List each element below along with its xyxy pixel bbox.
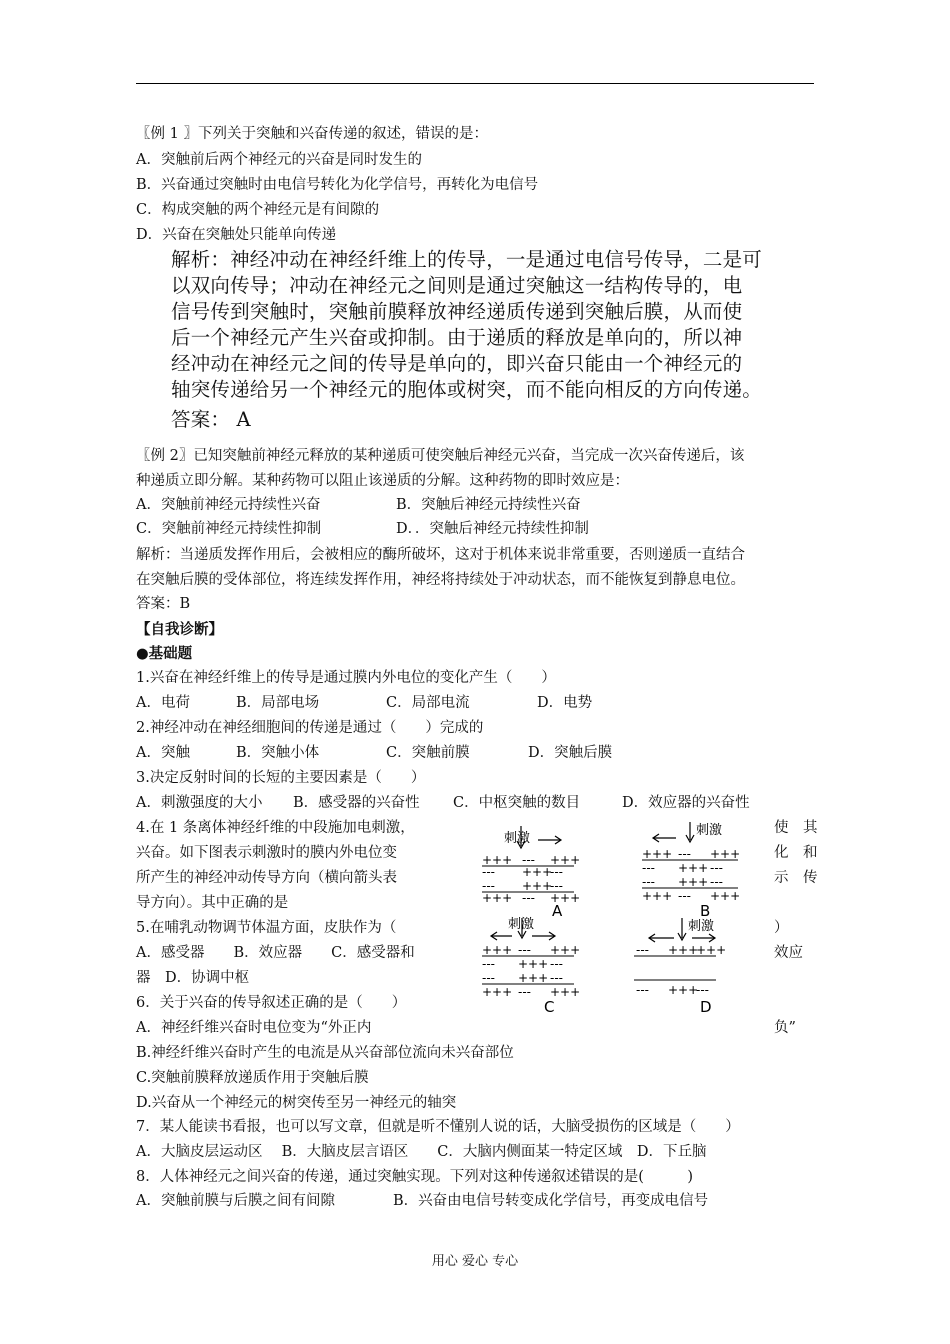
- panel-b: [642, 822, 740, 920]
- q8-stem: 8．人体神经元之间兴奋的传递，通过突触实现。下列对这种传递叙述错误的是( ): [136, 1169, 694, 1185]
- example1-analysis-line: 解析：神经冲动在神经纤维上的传导，一是通过电信号传导，二是可: [171, 248, 763, 271]
- svg-text:---: ---: [696, 983, 709, 997]
- q8-options: A．突触前膜与后膜之间有间隙 B．兴奋由电信号转变成化学信号，再变成电信号: [136, 1193, 709, 1209]
- subsection-title: ●基础题: [136, 645, 193, 662]
- panel-label: D: [700, 998, 712, 1016]
- svg-text:+++: +++: [482, 943, 513, 957]
- svg-text:---: ---: [550, 879, 563, 893]
- q4-line: 兴奋。如下图表示刺激时的膜内外电位变: [136, 845, 397, 861]
- svg-text:---: ---: [636, 943, 649, 957]
- svg-text:---: ---: [550, 957, 563, 971]
- example1-analysis-line: 信号传到突触时，突触前膜释放神经递质传递到突触后膜，从而使: [171, 300, 743, 323]
- q1-option-d: D．电势: [537, 695, 593, 711]
- svg-text:---: ---: [482, 971, 495, 985]
- svg-text:+++: +++: [668, 983, 699, 997]
- svg-text:+++: +++: [518, 957, 549, 971]
- example1-analysis-line: 轴突传递给另一个神经元的胞体或树突，而不能向相反的方向传递。: [171, 378, 763, 401]
- section-title: 【自我诊断】: [136, 621, 223, 638]
- svg-text:+++: +++: [482, 985, 513, 999]
- example1-question: 〖例 1 〗下列关于突触和兴奋传递的叙述，错误的是：: [136, 126, 488, 142]
- svg-text:---: ---: [482, 879, 495, 893]
- svg-text:+++: +++: [482, 853, 513, 867]
- q3-stem: 3.决定反射时间的长短的主要因素是（ ）: [136, 770, 426, 786]
- example2-analysis-line: 在突触后膜的受体部位，将连续发挥作用，神经将持续处于冲动状态，而不能恢复到静息电位。: [136, 572, 745, 588]
- svg-text:+++: +++: [668, 943, 699, 957]
- panel-a: [482, 826, 580, 920]
- q6-option-c: C.突触前膜释放递质作用于突触后膜: [136, 1070, 369, 1086]
- q4-right-fragment: 使 其: [774, 820, 818, 836]
- membrane-figure: [478, 818, 758, 1018]
- panel-label: B: [700, 902, 711, 920]
- svg-text:+++: +++: [550, 853, 581, 867]
- svg-text:---: ---: [550, 971, 563, 985]
- q1-stem: 1.兴奋在神经纤维上的传导是通过膜内外电位的变化产生（ ）: [136, 670, 556, 686]
- q5-options: A．感受器 B．效应器 C．感受器和: [136, 945, 415, 961]
- q1-option-c: C．局部电流: [386, 695, 470, 711]
- svg-text:---: ---: [482, 957, 495, 971]
- svg-text:---: ---: [710, 875, 723, 889]
- svg-text:---: ---: [636, 983, 649, 997]
- svg-text:+++: +++: [482, 891, 513, 905]
- svg-text:+++: +++: [550, 943, 581, 957]
- panel-label: A: [552, 902, 563, 920]
- svg-text:+++: +++: [710, 889, 741, 903]
- svg-text:---: ---: [550, 865, 563, 879]
- example1-option-c: C．构成突触的两个神经元是有间隙的: [136, 202, 380, 218]
- svg-text:+++: +++: [522, 879, 553, 893]
- q4-right-fragment: 化 和: [774, 845, 818, 861]
- svg-text:---: ---: [678, 889, 691, 903]
- example2-question-line: 〖例 2〗已知突触前神经元释放的某种递质可使突触后神经元兴奋，当完成一次兴奋传递后，该: [136, 448, 745, 464]
- svg-text:---: ---: [482, 865, 495, 879]
- q4-line: 导方向）。其中正确的是: [136, 895, 289, 911]
- q7-options: A．大脑皮层运动区 B．大脑皮层言语区 C．大脑内侧面某一特定区域 D．下丘脑: [136, 1144, 707, 1160]
- example2-option-b: B．突触后神经元持续性兴奋: [396, 497, 581, 513]
- svg-text:---: ---: [710, 861, 723, 875]
- example1-analysis-line: 经冲动在神经元之间的传导是单向的，即兴奋只能由一个神经元的: [171, 352, 743, 375]
- q5-stem: 5.在哺乳动物调节体温方面，皮肤作为（: [136, 920, 397, 936]
- q3-option-a: A．刺激强度的大小: [136, 795, 263, 811]
- svg-text:+++: +++: [550, 891, 581, 905]
- q2-stem: 2.神经冲动在神经细胞间的传递是通过（ ）完成的: [136, 720, 484, 736]
- svg-text:---: ---: [642, 875, 655, 889]
- q1-option-a: A．电荷: [136, 695, 190, 711]
- q3-option-c: C．中枢突触的数目: [453, 795, 581, 811]
- panel-d: [634, 918, 726, 1016]
- panel-label: C: [544, 998, 555, 1016]
- q6-stem: 6．关于兴奋的传导叙述正确的是（ ）: [136, 995, 407, 1011]
- q6-option-a: A．神经纤维兴奋时电位变为“外正内: [136, 1020, 372, 1036]
- svg-text:---: ---: [678, 847, 691, 861]
- svg-text:---: ---: [518, 943, 531, 957]
- stim-label: 刺激: [688, 919, 715, 934]
- q3-option-b: B．感受器的兴奋性: [293, 795, 420, 811]
- q6-option-b: B.神经纤维兴奋时产生的电流是从兴奋部位流向未兴奋部位: [136, 1045, 514, 1061]
- example1-option-d: D．兴奋在突触处只能单向传递: [136, 227, 337, 243]
- page-footer: 用心 爱心 专心: [431, 1254, 519, 1269]
- stim-label: 刺激: [696, 823, 723, 838]
- header-rule: [136, 83, 814, 84]
- svg-text:+++: +++: [522, 865, 553, 879]
- svg-text:+++: +++: [696, 943, 727, 957]
- stim-label: 刺激: [508, 917, 535, 932]
- q2-option-d: D．突触后膜: [528, 745, 613, 761]
- svg-text:+++: +++: [642, 889, 673, 903]
- svg-text:+++: +++: [678, 861, 709, 875]
- q4-line: 4.在 1 条离体神经纤维的中段施加电刺激，: [136, 820, 415, 836]
- q2-option-a: A．突触: [136, 745, 190, 761]
- q4-line: 所产生的神经冲动传导方向（横向箭头表: [136, 870, 397, 886]
- q1-option-b: B．局部电场: [236, 695, 320, 711]
- svg-text:+++: +++: [642, 847, 673, 861]
- example1-analysis-line: 后一个神经元产生兴奋或抑制。由于递质的释放是单向的，所以神: [171, 326, 743, 349]
- example1-answer: 答案： A: [171, 408, 251, 431]
- svg-text:---: ---: [642, 861, 655, 875]
- svg-text:+++: +++: [550, 985, 581, 999]
- q3-option-d: D．效应器的兴奋性: [622, 795, 750, 811]
- q6-option-d: D.兴奋从一个神经元的树突传至另一神经元的轴突: [136, 1095, 457, 1111]
- q2-option-c: C．突触前膜: [386, 745, 470, 761]
- example2-analysis-line: 解析：当递质发挥作用后，会被相应的酶所破坏，这对于机体来说非常重要，否则递质一直结合: [136, 547, 745, 563]
- q7-stem: 7．某人能读书看报，也可以写文章，但就是听不懂别人说的话，大脑受损伤的区域是（ ）: [136, 1119, 740, 1135]
- svg-text:+++: +++: [710, 847, 741, 861]
- q5-stem-end: ）: [774, 920, 789, 936]
- example2-option-a: A．突触前神经元持续性兴奋: [136, 497, 321, 513]
- q6-option-a-end: 负”: [774, 1020, 796, 1036]
- q2-option-b: B．突触小体: [236, 745, 320, 761]
- example2-option-d: D．．突触后神经元持续性抑制: [396, 521, 589, 537]
- panel-c: [482, 916, 580, 1016]
- q5-options-line2: 器 D．协调中枢: [136, 970, 250, 986]
- example2-option-c: C．突触前神经元持续性抑制: [136, 521, 322, 537]
- q4-right-fragment: 示 传: [774, 870, 818, 886]
- svg-text:+++: +++: [518, 971, 549, 985]
- example1-analysis-line: 以双向传导；冲动在神经元之间则是通过突触这一结构传导的，电: [171, 274, 743, 297]
- stim-label: 刺激: [504, 831, 531, 846]
- svg-text:---: ---: [522, 891, 535, 905]
- q5-options-end: 效应: [774, 945, 803, 961]
- example2-question-line: 种递质立即分解。某种药物可以阻止该递质的分解。这种药物的即时效应是：: [136, 473, 629, 489]
- example2-answer: 答案：B: [136, 596, 191, 612]
- svg-text:---: ---: [518, 985, 531, 999]
- svg-text:---: ---: [522, 853, 535, 867]
- svg-text:+++: +++: [678, 875, 709, 889]
- example1-option-a: A．突触前后两个神经元的兴奋是同时发生的: [136, 152, 422, 168]
- example1-option-b: B．兴奋通过突触时由电信号转化为化学信号，再转化为电信号: [136, 177, 539, 193]
